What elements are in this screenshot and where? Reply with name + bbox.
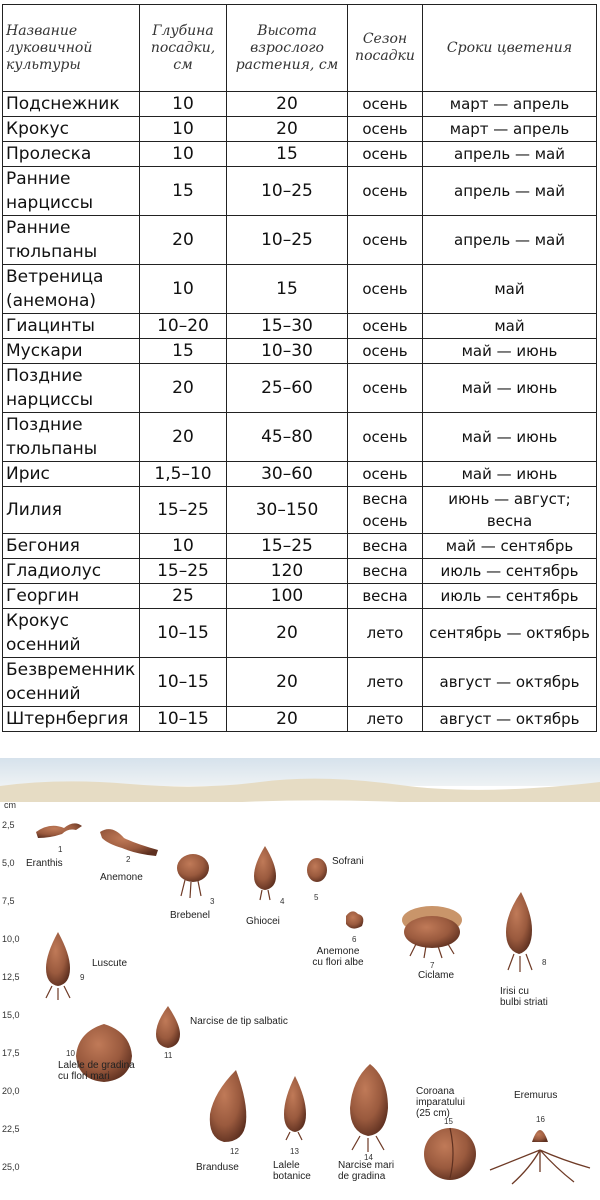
cell-bloom: март — апрель (423, 117, 597, 142)
bulb-14-number: 14 (364, 1153, 373, 1162)
bulb-depth-illustration (0, 758, 600, 1200)
cell-height: 20 (227, 707, 348, 732)
cell-depth: 10 (140, 117, 227, 142)
cell-season: лето (348, 609, 423, 658)
bulb-7-number: 7 (430, 961, 435, 970)
cell-depth: 10 (140, 534, 227, 559)
bulb-9-number: 9 (80, 973, 85, 982)
cell-height: 15–25 (227, 534, 348, 559)
cell-bloom: июнь — август; весна (423, 487, 597, 534)
scale-tick: 12,5 (2, 972, 20, 982)
cell-depth: 15 (140, 167, 227, 216)
cell-season: весна (348, 534, 423, 559)
bulb-1-number: 1 (58, 845, 63, 854)
cell-bloom: май (423, 265, 597, 314)
bulb-12-label: Branduse (196, 1162, 239, 1173)
cell-season: лето (348, 658, 423, 707)
cell-season: осень (348, 167, 423, 216)
cell-depth: 1,5–10 (140, 462, 227, 487)
cell-name: Крокус (3, 117, 140, 142)
cell-name: Крокус осенний (3, 609, 140, 658)
table-row (3, 167, 597, 216)
cell-depth: 10 (140, 142, 227, 167)
header-season: Сезон посадки (348, 5, 423, 92)
cell-height: 15 (227, 265, 348, 314)
scale-tick: 20,0 (2, 1086, 20, 1096)
table-row (3, 339, 597, 364)
table-row (3, 534, 597, 559)
bulb-9-label: Luscute (92, 958, 128, 969)
bulb-planting-table (2, 4, 597, 732)
cell-bloom: апрель — май (423, 167, 597, 216)
scale-tick: 7,5 (2, 896, 15, 906)
cell-name: Бегония (3, 534, 140, 559)
header-height: Высота взрослого растения, см (227, 5, 348, 92)
cell-name: Ирис (3, 462, 140, 487)
bulb-10-label: Lalele de gradina cu flori mari (58, 1060, 135, 1082)
table-row (3, 314, 597, 339)
table-row (3, 658, 597, 707)
cell-height: 20 (227, 658, 348, 707)
table-row (3, 92, 597, 117)
bulb-2-number: 2 (126, 855, 131, 864)
cell-season: осень (348, 413, 423, 462)
cell-name: Безвременник осенний (3, 658, 140, 707)
cell-height: 20 (227, 609, 348, 658)
cell-depth: 10 (140, 265, 227, 314)
cell-height: 15 (227, 142, 348, 167)
cell-bloom: май — сентябрь (423, 534, 597, 559)
cell-height: 20 (227, 92, 348, 117)
cell-season: осень (348, 339, 423, 364)
bulb-11-label: Narcise de tip salbatic (190, 1016, 288, 1027)
cell-height: 30–150 (227, 487, 348, 534)
cell-name: Ветреница (анемона) (3, 265, 140, 314)
bulb-13-label: Lalele botanice (273, 1160, 311, 1182)
cell-season: осень (348, 364, 423, 413)
cell-height: 10–25 (227, 167, 348, 216)
bulb-13-number: 13 (290, 1147, 299, 1156)
table-row (3, 413, 597, 462)
cell-height: 15–30 (227, 314, 348, 339)
bulb-11-number: 11 (164, 1051, 173, 1060)
bulb-1-label: Eranthis (26, 858, 63, 869)
cell-season: осень (348, 265, 423, 314)
table-row (3, 216, 597, 265)
cell-depth: 15–25 (140, 487, 227, 534)
bulb-5-icon (307, 858, 327, 882)
bulb-4-label: Ghiocei (246, 916, 280, 927)
cell-season: осень (348, 216, 423, 265)
cell-depth: 10–15 (140, 658, 227, 707)
bulb-5-number: 5 (314, 893, 319, 902)
cell-bloom: май — июнь (423, 339, 597, 364)
cell-name: Штернбергия (3, 707, 140, 732)
cell-depth: 25 (140, 584, 227, 609)
cell-name: Лилия (3, 487, 140, 534)
cell-name: Поздние тюльпаны (3, 413, 140, 462)
cell-season: осень (348, 462, 423, 487)
cell-bloom: июль — сентябрь (423, 584, 597, 609)
scale-tick: 10,0 (2, 934, 20, 944)
cell-bloom: июль — сентябрь (423, 559, 597, 584)
table-header-row (3, 5, 597, 92)
bulb-8-number: 8 (542, 958, 547, 967)
cell-bloom: август — октябрь (423, 658, 597, 707)
scale-tick: 5,0 (2, 858, 15, 868)
table-row (3, 707, 597, 732)
cell-bloom: май — июнь (423, 462, 597, 487)
cell-name: Подснежник (3, 92, 140, 117)
cell-name: Ранние тюльпаны (3, 216, 140, 265)
table-row (3, 462, 597, 487)
table-row (3, 609, 597, 658)
cell-season: весна осень (348, 487, 423, 534)
cell-name: Пролеска (3, 142, 140, 167)
bulb-15-number: 15 (444, 1117, 453, 1126)
scale-tick: 22,5 (2, 1124, 20, 1134)
bulb-2-label: Anemone (100, 872, 143, 883)
cell-season: осень (348, 117, 423, 142)
bulb-3-number: 3 (210, 897, 215, 906)
cell-season: осень (348, 142, 423, 167)
bulb-14-label: Narcise mari de gradina (338, 1160, 395, 1182)
cell-depth: 10–20 (140, 314, 227, 339)
scale-tick: 2,5 (2, 820, 15, 830)
cell-bloom: апрель — май (423, 142, 597, 167)
cell-depth: 20 (140, 364, 227, 413)
cell-bloom: март — апрель (423, 92, 597, 117)
cell-season: весна (348, 559, 423, 584)
bulb-15-label: Coroana imparatului (25 cm) (416, 1086, 465, 1119)
cell-season: лето (348, 707, 423, 732)
bulb-16-label: Eremurus (514, 1090, 558, 1101)
cell-height: 45–80 (227, 413, 348, 462)
scale-tick: 15,0 (2, 1010, 20, 1020)
bulb-16-number: 16 (536, 1115, 545, 1124)
header-bloom: Сроки цветения (423, 5, 597, 92)
table-row (3, 265, 597, 314)
bulb-5-label: Sofrani (332, 856, 364, 867)
bulb-15-icon (424, 1128, 476, 1180)
table-row (3, 584, 597, 609)
cell-depth: 20 (140, 216, 227, 265)
table-row (3, 487, 597, 534)
cell-height: 10–30 (227, 339, 348, 364)
cell-name: Поздние нарциссы (3, 364, 140, 413)
table-row (3, 364, 597, 413)
cell-depth: 20 (140, 413, 227, 462)
bulb-8-label: Irisi cu bulbi striati (500, 986, 548, 1008)
cell-name: Гладиолус (3, 559, 140, 584)
cell-bloom: август — октябрь (423, 707, 597, 732)
cell-bloom: май (423, 314, 597, 339)
cell-height: 100 (227, 584, 348, 609)
bulb-3-label: Brebenel (170, 910, 211, 921)
scale-unit: cm (4, 800, 16, 810)
cell-depth: 15–25 (140, 559, 227, 584)
cell-bloom: апрель — май (423, 216, 597, 265)
cell-bloom: май — июнь (423, 364, 597, 413)
cell-depth: 10 (140, 92, 227, 117)
scale-tick: 25,0 (2, 1162, 20, 1172)
bulb-4-number: 4 (280, 897, 285, 906)
cell-season: весна (348, 584, 423, 609)
bulb-6-label: Anemone cu flori albe (312, 946, 364, 968)
cell-name: Ранние нарциссы (3, 167, 140, 216)
cell-height: 25–60 (227, 364, 348, 413)
bulb-12-number: 12 (230, 1147, 239, 1156)
cell-height: 20 (227, 117, 348, 142)
cell-depth: 15 (140, 339, 227, 364)
cell-name: Георгин (3, 584, 140, 609)
cell-bloom: май — июнь (423, 413, 597, 462)
bulb-10-number: 10 (66, 1049, 75, 1058)
cell-name: Мускари (3, 339, 140, 364)
header-depth: Глубина посадки, см (140, 5, 227, 92)
cell-bloom: сентябрь — октябрь (423, 609, 597, 658)
table-row (3, 559, 597, 584)
cell-height: 30–60 (227, 462, 348, 487)
scale-tick: 17,5 (2, 1048, 20, 1058)
table-row (3, 142, 597, 167)
bulb-6-number: 6 (352, 935, 357, 944)
cell-season: осень (348, 314, 423, 339)
table-row (3, 117, 597, 142)
bulb-7-label: Ciclame (417, 970, 455, 981)
cell-depth: 10–15 (140, 707, 227, 732)
cell-depth: 10–15 (140, 609, 227, 658)
header-name: Название луковичной культуры (3, 5, 140, 92)
cell-height: 10–25 (227, 216, 348, 265)
cell-name: Гиацинты (3, 314, 140, 339)
cell-season: осень (348, 92, 423, 117)
cell-height: 120 (227, 559, 348, 584)
